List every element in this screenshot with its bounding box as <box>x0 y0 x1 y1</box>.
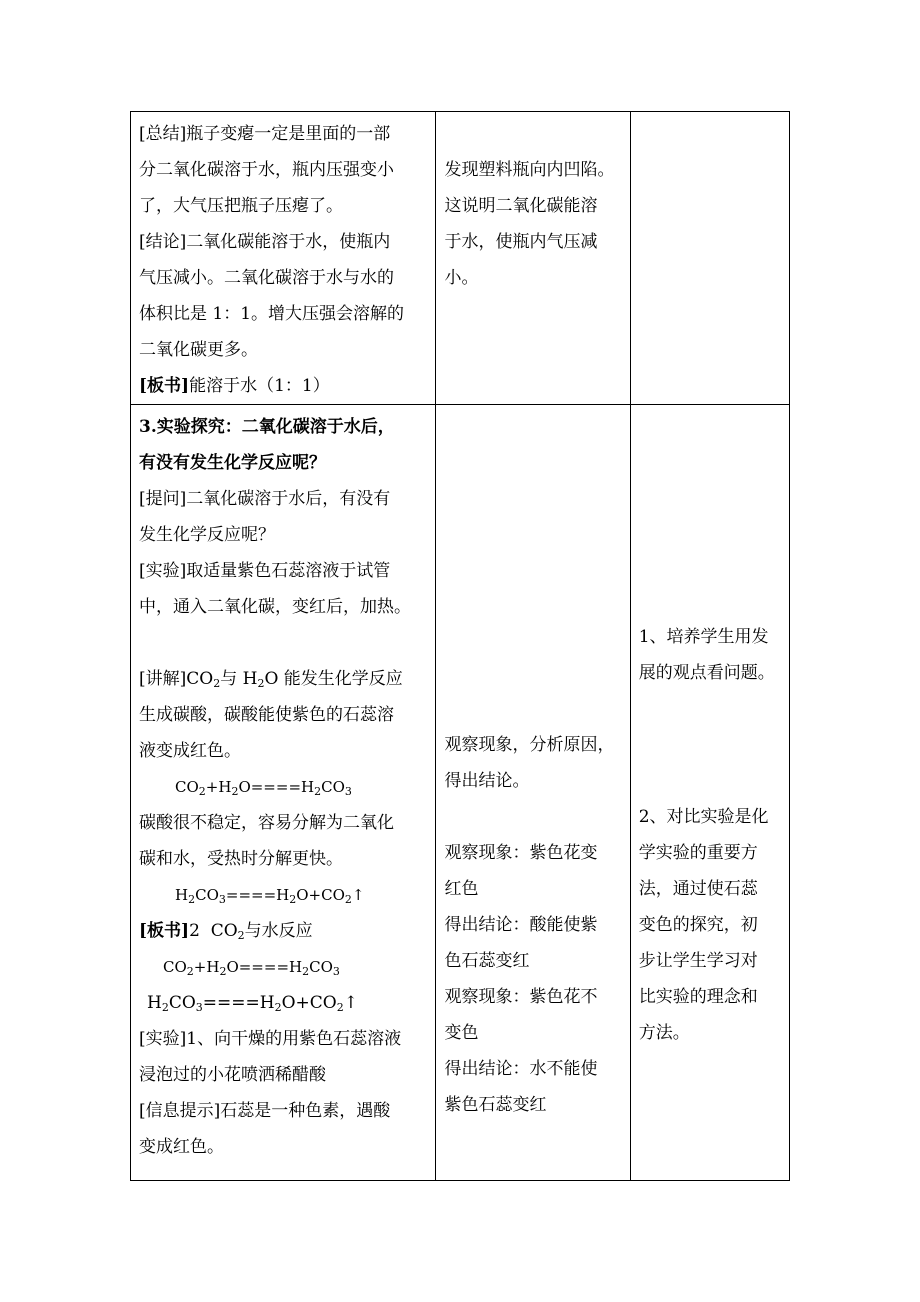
intent-line: 展的观点看问题。 <box>638 663 775 683</box>
equation-formation: $CO_2+H_2O====H_2CO_3$ <box>163 958 340 978</box>
teacher-activity-cell <box>131 405 436 1181</box>
blackboard-text: 能溶于水（1：1） <box>189 376 330 396</box>
observation-line: 这说明二氧化碳能溶 <box>444 196 598 216</box>
info-hint-line: 变成红色。 <box>139 1137 224 1157</box>
teacher-activity-cell <box>131 112 436 405</box>
observation-line: 色石蕊变红 <box>444 951 530 971</box>
observation-line: 紫色石蕊变红 <box>444 1095 547 1115</box>
observation-line: 观察现象：紫色花不 <box>444 987 598 1007</box>
question-line: 发生化学反应呢？ <box>139 525 275 545</box>
observation-line: 得出结论：酸能使紫 <box>444 915 598 935</box>
observation-line: 观察现象，分析原因， <box>444 735 615 755</box>
summary-line: [总结]瓶子变瘪一定是里面的一部 <box>139 124 391 144</box>
equation-decomposition: $H_2CO_3====H_2O+CO_2↑$ <box>147 993 358 1014</box>
observation-line: 得出结论。 <box>444 771 530 791</box>
conclusion-line: 气压减小。二氧化碳溶于水与水的 <box>139 268 394 288</box>
experiment-line: [实验]取适量紫色石蕊溶液于试管 <box>139 561 391 581</box>
equation-decomposition: $H_2CO_3====H_2O+CO_2↑$ <box>175 886 365 906</box>
intent-line: 学实验的重要方 <box>638 843 758 863</box>
design-intent-cell <box>630 112 789 405</box>
observation-line: 于水，使瓶内气压减 <box>444 232 598 252</box>
equation-formation: $CO_2+H_2O====H_2CO_3$ <box>175 778 352 798</box>
observation-line: 发现塑料瓶向内凹陷。 <box>444 160 615 180</box>
observation-line: 观察现象：紫色花变 <box>444 843 598 863</box>
table-row <box>131 112 790 405</box>
intent-line: 1、培养学生用发 <box>638 627 769 647</box>
conclusion-line: 二氧化碳更多。 <box>139 340 258 360</box>
intent-line: 2、对比实验是化 <box>638 807 769 827</box>
experiment-line: 中，通入二氧化碳，变红后，加热。 <box>139 597 411 617</box>
intent-line: 法，通过使石蕊 <box>638 879 758 899</box>
blackboard-line <box>139 368 429 404</box>
blackboard-label: [板书] <box>139 376 190 396</box>
intent-line: 步让学生学习对 <box>638 951 758 971</box>
up-arrow-icon: ↑ <box>351 886 365 904</box>
observation-line: 得出结论：水不能使 <box>444 1059 598 1079</box>
question-line: [提问]二氧化碳溶于水后，有没有 <box>139 489 391 509</box>
conclusion-line: [结论]二氧化碳能溶于水，使瓶内 <box>139 232 391 252</box>
student-activity-cell <box>436 112 630 405</box>
explanation-line: 生成碳酸，碳酸能使紫色的石蕊溶 <box>139 705 394 725</box>
info-hint-line: [信息提示]石蕊是一种色素，遇酸 <box>139 1101 391 1121</box>
table-row <box>131 405 790 1181</box>
student-activity-cell <box>436 405 630 1181</box>
observation-line: 小。 <box>444 268 479 288</box>
explanation-line: [讲解]$CO_2$与 $H_2O$ 能发生化学反应 <box>139 669 403 690</box>
section-heading: 有没有发生化学反应呢？ <box>139 453 326 473</box>
blackboard-line: [板书]2 $CO_2$与水反应 <box>139 921 313 942</box>
section-heading: 3.实验探究：二氧化碳溶于水后， <box>139 417 395 437</box>
summary-line: 分二氧化碳溶于水，瓶内压强变小 <box>139 160 394 180</box>
observation-line: 变色 <box>444 1023 479 1043</box>
conclusion-line: 体积比是 1：1。增大压强会溶解的 <box>139 304 405 324</box>
explanation-line: 液变成红色。 <box>139 741 241 761</box>
experiment-line: [实验]1、向干燥的用紫色石蕊溶液 <box>139 1029 402 1049</box>
experiment-line: 浸泡过的小花喷洒稀醋酸 <box>139 1065 326 1085</box>
blackboard-label: [板书] <box>139 921 190 941</box>
stability-line: 碳酸很不稳定，容易分解为二氧化 <box>139 813 394 833</box>
up-arrow-icon: ↑ <box>343 993 358 1013</box>
design-intent-cell <box>630 405 789 1181</box>
intent-line: 方法。 <box>638 1023 690 1043</box>
observation-line: 红色 <box>444 879 479 899</box>
intent-line: 比实验的理念和 <box>638 987 758 1007</box>
stability-line: 碳和水，受热时分解更快。 <box>139 849 343 869</box>
intent-line: 变色的探究，初 <box>638 915 758 935</box>
lesson-plan-table <box>130 111 790 1181</box>
summary-line: 了，大气压把瓶子压瘪了。 <box>139 196 343 216</box>
